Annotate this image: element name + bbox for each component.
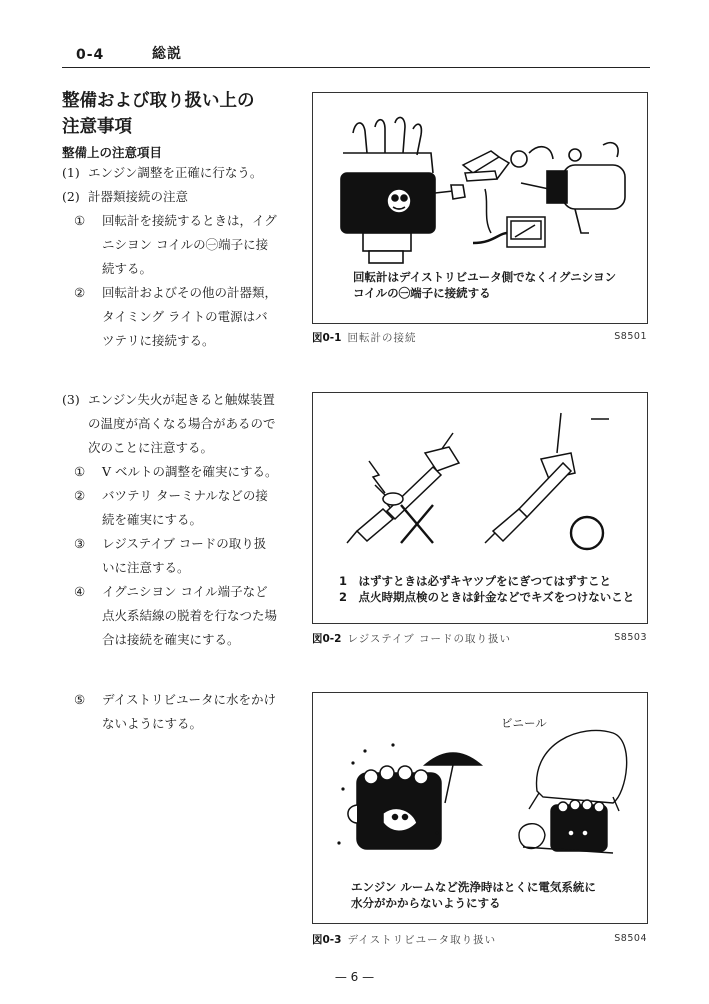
figure-3-code: S8504 bbox=[614, 933, 647, 944]
subheading: 整備上の注意項目 bbox=[62, 145, 163, 160]
item-3-4-line: 合は接続を確実にする。 bbox=[102, 632, 240, 647]
figure-2-frame bbox=[312, 392, 648, 624]
figure-3-note-line: 水分がかからないようにする bbox=[351, 896, 501, 910]
heading-line-2: 注意事項 bbox=[62, 117, 132, 137]
figure-3-note bbox=[351, 879, 596, 911]
figure-2-label: 図0-2 bbox=[312, 633, 342, 645]
item-3-2-line: バツテリ ターミナルなどの接 bbox=[102, 488, 268, 503]
item-1-number: (1) bbox=[62, 165, 80, 180]
page-header bbox=[62, 44, 650, 68]
figure-3-frame bbox=[312, 692, 648, 924]
item-2-2-line: タイミング ライトの電源はバ bbox=[102, 309, 268, 324]
figure-3-note-line: エンジン ルームなど洗浄時はとくに電気系統に bbox=[351, 880, 596, 894]
item-2-1-line: ニシヨン コイルの㊀端子に接 bbox=[102, 237, 269, 252]
item-3-3-number: ③ bbox=[74, 536, 86, 551]
figure-1-code: S8501 bbox=[614, 331, 647, 342]
item-3-4-line: 点火系結線の脱着を行なつた場 bbox=[102, 608, 278, 623]
item-3-5-number: ⑤ bbox=[74, 692, 86, 707]
figure-2-note bbox=[339, 573, 634, 605]
item-2-number: (2) bbox=[62, 189, 80, 204]
figure-1-frame bbox=[312, 92, 648, 324]
item-3-5-line: デイストリビユータに水をかけ bbox=[102, 692, 277, 707]
item-2-2-number: ② bbox=[74, 285, 86, 300]
item-2-2-line: ツテリに接続する。 bbox=[102, 333, 215, 348]
item-2-text: 計器類接続の注意 bbox=[88, 189, 189, 204]
heading-line-1: 整備および取り扱い上の bbox=[62, 91, 255, 111]
page-number: — 6 — bbox=[334, 970, 375, 984]
item-3-line: の温度が高くなる場合があるので bbox=[88, 416, 276, 431]
section-title: 総説 bbox=[152, 46, 182, 62]
figure-1-caption bbox=[312, 330, 416, 345]
figure-3-title: デイストリビユータ取り扱い bbox=[347, 934, 497, 946]
item-3-4-number: ④ bbox=[74, 584, 86, 599]
item-2-1-line: 回転計を接続するときは，イグ bbox=[102, 213, 277, 228]
figure-3-label: 図0-3 bbox=[312, 934, 342, 946]
item-3-5-line: ないようにする。 bbox=[102, 716, 203, 731]
item-3-4-line: イグニシヨン コイル端子など bbox=[102, 584, 268, 599]
item-3-number: (3) bbox=[62, 392, 80, 407]
item-1-text: エンジン調整を正確に行なう。 bbox=[88, 165, 263, 180]
figure-1-note-line: 回転計はデイストリビユータ側でなくイグニシヨン bbox=[353, 270, 617, 284]
item-3-2-line: 続を確実にする。 bbox=[102, 512, 203, 527]
figure-1-label: 図0-1 bbox=[312, 332, 342, 344]
item-3-line: エンジン失火が起きると触媒装置 bbox=[88, 392, 275, 407]
figure-2-note-line: 2 点火時期点検のときは針金などでキズをつけないこと bbox=[339, 590, 635, 604]
figure-2-code: S8503 bbox=[614, 632, 647, 643]
item-3-1-number: ① bbox=[74, 464, 86, 479]
page-heading bbox=[62, 88, 302, 140]
figure-2-note-line: 1 はずすときは必ずキヤツプをにぎつてはずすこと bbox=[339, 574, 612, 588]
figure-1-title: 回転計の接続 bbox=[347, 332, 417, 344]
vinyl-callout: ビニール bbox=[501, 716, 547, 730]
item-2-2-line: 回転計およびその他の計器類， bbox=[102, 285, 278, 300]
figure-1-note-line: コイルの㊀端子に接続する bbox=[353, 286, 491, 300]
item-2-1-line: 続する。 bbox=[102, 261, 153, 276]
figure-3-caption bbox=[312, 932, 496, 947]
figure-1-note bbox=[353, 269, 616, 301]
item-3-3-line: レジステイブ コードの取り扱 bbox=[102, 536, 267, 551]
figure-2-title: レジステイブ コードの取り扱い bbox=[347, 633, 511, 645]
item-3-3-line: いに注意する。 bbox=[102, 560, 190, 575]
item-3-2-number: ② bbox=[74, 488, 86, 503]
item-3-line: 次のことに注意する。 bbox=[88, 440, 214, 455]
section-number: 0-4 bbox=[76, 47, 105, 63]
figure-2-caption bbox=[312, 631, 511, 646]
item-3-1-line: V ベルトの調整を確実にする。 bbox=[102, 464, 278, 479]
item-2-1-number: ① bbox=[74, 213, 86, 228]
